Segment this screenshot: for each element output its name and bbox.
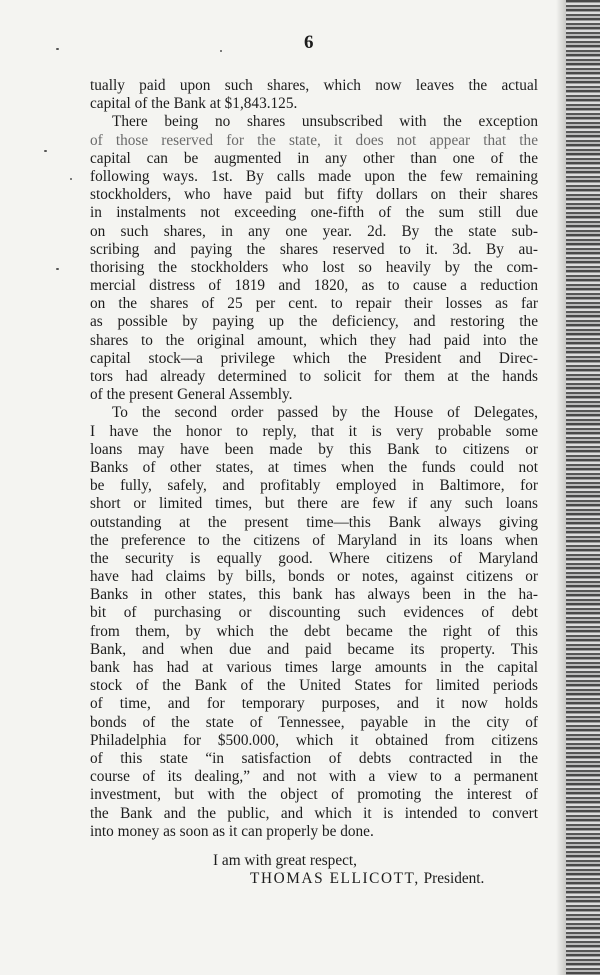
text-line: the security is equally good. Where citizens of Maryland	[90, 549, 538, 567]
text-line: of time, and for temporary purposes, and it now holds	[90, 695, 538, 713]
text-line: I have the honor to reply, that it is very probable some	[90, 422, 538, 440]
signature	[250, 870, 484, 888]
text-line: bonds of the state of Tennessee, payable in the city of	[90, 713, 538, 731]
binding-edge	[566, 0, 600, 975]
signatory-title: President.	[423, 870, 485, 887]
text-line: bit of purchasing or discounting such evidences of debt	[90, 604, 538, 622]
text-line: scribing and paying the shares reserved to it. 3d. By au-	[90, 240, 538, 258]
text-line: mercial distress of 1819 and 1820, as to cause a reduction	[90, 277, 538, 295]
text-line: stockholders, who have paid but fifty dollars on their shares	[90, 186, 538, 204]
text-line: outstanding at the present time—this Bank always giving	[90, 513, 538, 531]
text-line: be fully, safely, and profitably employed in Baltimore, for	[90, 477, 538, 495]
text-line: There being no shares unsubscribed with the exception	[112, 113, 538, 131]
page-number: 6	[304, 32, 315, 53]
text-line: of those reserved for the state, it does not appear that the	[90, 131, 538, 149]
text-line: following ways. 1st. By calls made upon the few remaining	[90, 167, 538, 185]
text-line: in instalments not exceeding one-fifth of the sum still due	[90, 204, 538, 222]
text-line: tors had already determined to solicit for them at the hands	[90, 368, 538, 385]
text-line: on the shares of 25 per cent. to repair their losses as far	[90, 295, 538, 313]
closing-salutation: I am with great respect,	[213, 852, 357, 869]
text-line: have had claims by bills, bonds or notes, against citizens or	[90, 568, 538, 586]
text-line: short or limited times, but there are few if any such loans	[90, 495, 538, 513]
signatory-name: THOMAS ELLICOTT,	[250, 870, 420, 887]
text-line: capital stock—a privilege which the President and Direc-	[90, 349, 538, 367]
text-line: To the second order passed by the House of Delegates,	[112, 404, 538, 422]
body-text	[90, 77, 538, 841]
text-line: the preference to the citizens of Maryland in its loans when	[90, 531, 538, 549]
text-line: thorising the stockholders who lost so heavily by the com-	[90, 258, 538, 276]
text-line: from them, by which the debt became the right of this	[90, 622, 538, 640]
text-line: tually paid upon such shares, which now leaves the actual	[90, 77, 538, 94]
text-line: investment, but with the object of promoting the interest of	[90, 786, 538, 804]
paper-speck	[70, 178, 72, 180]
text-line: of the present General Assembly.	[90, 386, 293, 404]
text-line: the Bank and the public, and which it is intended to convert	[90, 804, 538, 822]
binding-shadow	[556, 0, 566, 975]
text-line: Philadelphia for $500.000, which it obtained from citizens	[90, 731, 538, 749]
paper-speck	[220, 50, 222, 52]
text-line: bank has had at various times large amounts in the capital	[90, 659, 538, 676]
paper-speck	[44, 150, 47, 152]
text-line: course of its dealing,” and not with a view to a permanent	[90, 768, 538, 786]
text-line: Banks in other states, this bank has always been in the ha-	[90, 586, 538, 604]
paper-speck	[56, 268, 59, 270]
text-line: Banks of other states, at times when the funds could not	[90, 458, 538, 476]
text-line: capital can be augmented in any other than one of the	[90, 149, 538, 167]
text-line: as possible by paying up the deficiency, and restoring the	[90, 313, 538, 331]
text-line: of this state “in satisfaction of debts contracted in the	[90, 749, 538, 767]
text-line: capital of the Bank at $1,843.125.	[90, 95, 298, 113]
text-line: shares to the original amount, which they had paid into the	[90, 331, 538, 349]
text-line: on such shares, in any one year. 2d. By the state sub-	[90, 222, 538, 240]
text-line: stock of the Bank of the United States for limited periods	[90, 677, 538, 695]
text-line: loans may have been made by this Bank to citizens or	[90, 440, 538, 458]
text-line: Bank, and when due and paid became its property. This	[90, 640, 538, 658]
paper-speck	[56, 48, 59, 50]
text-line: into money as soon as it can properly be done.	[90, 822, 374, 840]
